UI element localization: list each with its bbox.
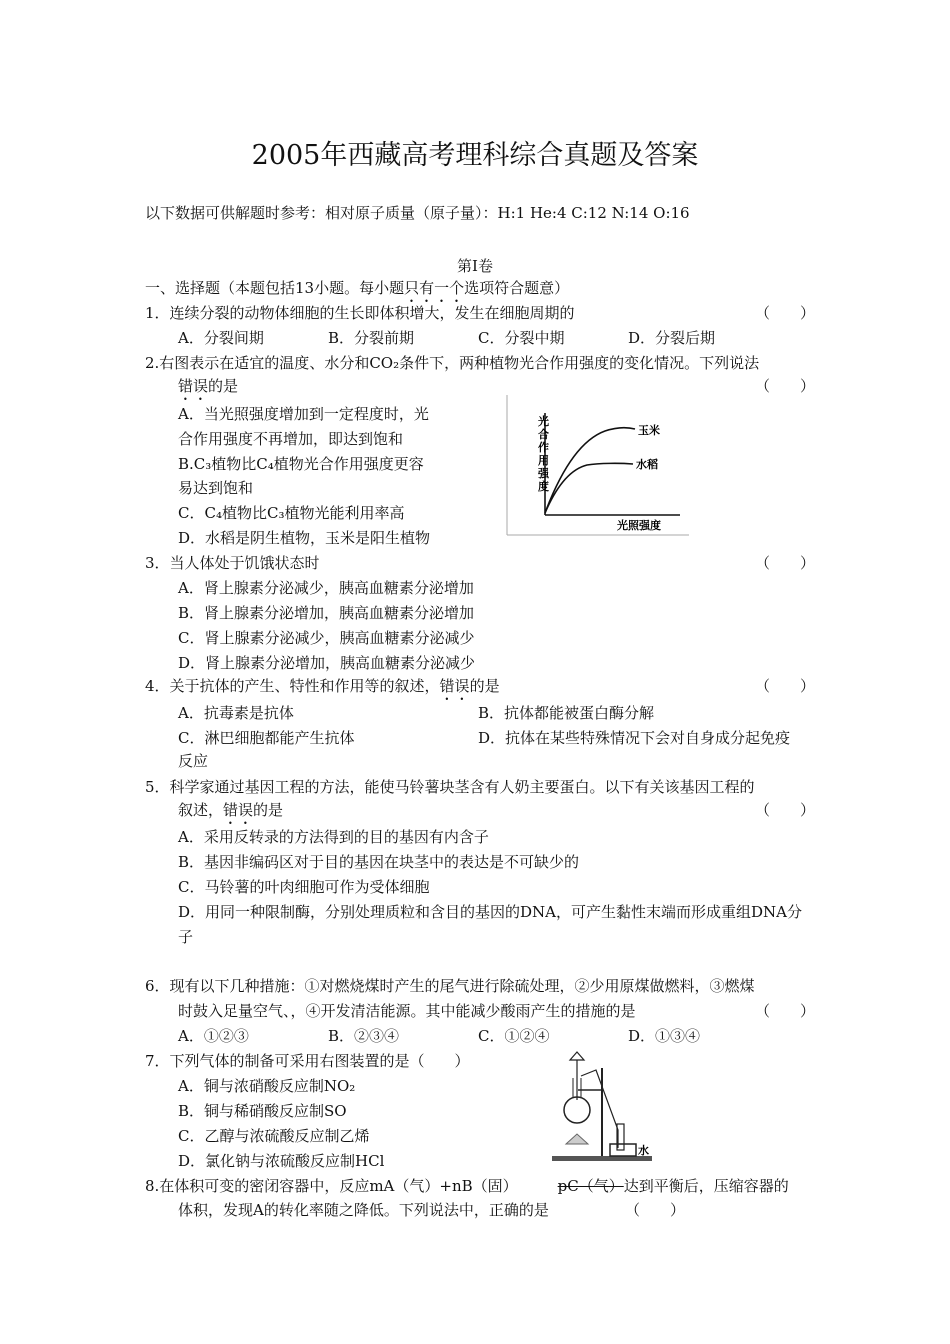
q1-option-b: B．分裂前期	[328, 329, 415, 347]
q4-answer-paren: （ ）	[755, 677, 816, 695]
q6-stem-line1: 6．现有以下几种措施：①对燃烧煤时产生的尾气进行除硫处理，②少用原煤做燃料，③燃煤	[145, 977, 755, 995]
q5-option-b: B．基因非编码区对于目的基因在块茎中的表达是不可缺少的	[178, 853, 580, 871]
q5-stem-line2: 叙述，错误的是	[178, 801, 284, 819]
q8-stem-line1: 8.在体积可变的密闭容器中，反应mA（气）+nB（固） pC（气）达到平衡后，压缩容器的	[145, 1177, 789, 1195]
q7-stem: 7．下列气体的制备可采用右图装置的是（ ）	[145, 1052, 470, 1070]
q3-option-c: C．肾上腺素分泌减少，胰高血糖素分泌减少	[178, 629, 475, 647]
q6-option-c: C．①②④	[478, 1027, 550, 1045]
y-axis-label: 光合作用强度	[538, 415, 549, 493]
section-heading: 一、选择题（本题包括13小题。每小题只有一个选项符合题意）	[145, 279, 570, 297]
q7-apparatus-diagram	[540, 1048, 665, 1166]
q2-option-b-line1: B.C₃植物比C₄植物光合作用强度更容	[178, 455, 424, 473]
q4-option-a: A．抗毒素是抗体	[178, 704, 294, 722]
q1-option-c: C．分裂中期	[478, 329, 565, 347]
reference-note: 以下数据可供解题时参考：相对原子质量（原子量）：H:1 He:4 C:12 N:14 O:16	[145, 204, 690, 222]
q1-option-d: D．分裂后期	[628, 329, 716, 347]
q5-option-a: A．采用反转录的方法得到的目的基因有内含子	[178, 828, 489, 846]
q2-stem-line2: 错误的是	[178, 377, 239, 395]
q8-stem-line2: 体积，发现A的转化率随之降低。下列说法中，正确的是	[178, 1201, 549, 1219]
x-axis-label: 光照强度	[617, 519, 661, 532]
q2-stem-line1: 2.右图表示在适宜的温度、水分和CO₂条件下，两种植物光合作用强度的变化情况。下列说法	[145, 354, 760, 372]
q4-option-d-line2: 反应	[178, 752, 209, 770]
q5-stem-line1: 5．科学家通过基因工程的方法，能使马铃薯块茎含有人奶主要蛋白。以下有关该基因工程的	[145, 778, 755, 796]
q3-option-a: A．肾上腺素分泌减少，胰高血糖素分泌增加	[178, 579, 474, 597]
q4-option-d-line1: D．抗体在某些特殊情况下会对自身成分起免疫	[478, 729, 791, 747]
delivery-tube	[581, 1070, 618, 1148]
q2-photosynthesis-graph	[505, 395, 691, 537]
q4-option-c: C．淋巴细胞都能产生抗体	[178, 729, 355, 747]
q5-option-c: C．马铃薯的叶肉细胞可作为受体细胞	[178, 878, 430, 896]
q1-stem: 1．连续分裂的动物体细胞的生长即体积增大，发生在细胞周期的	[145, 304, 575, 322]
funnel-icon	[570, 1052, 584, 1060]
q5-answer-paren: （ ）	[755, 801, 816, 819]
q7-option-d: D．氯化钠与浓硫酸反应制HCl	[178, 1152, 385, 1170]
q1-option-a: A．分裂间期	[178, 329, 264, 347]
q2-answer-paren: （ ）	[755, 377, 816, 395]
q2-option-a-line2: 合作用强度不再增加，即达到饱和	[178, 430, 404, 448]
q6-option-d: D．①③④	[628, 1027, 701, 1045]
q5-option-d-line1: D．用同一种限制酶，分别处理质粒和含目的基因的DNA，可产生黏性末端而形成重组DNA分	[178, 903, 802, 921]
q6-stem-line2: 时鼓入足量空气、，④开发清洁能源。其中能减少酸雨产生的措施的是	[178, 1002, 636, 1020]
q3-option-b: B．肾上腺素分泌增加，胰高血糖素分泌增加	[178, 604, 475, 622]
curve-label-corn: 玉米	[638, 424, 660, 437]
water-label: 水	[638, 1144, 649, 1157]
q8-answer-paren: （ ）	[625, 1201, 686, 1219]
burner-icon	[566, 1134, 588, 1144]
q6-option-a: A．①②③	[178, 1027, 249, 1045]
q2-option-d: D．水稻是阴生植物，玉米是阳生植物	[178, 529, 431, 547]
volume-label: 第Ⅰ卷	[457, 257, 493, 275]
q2-option-b-line2: 易达到饱和	[178, 479, 254, 497]
page-title: 2005年西藏高考理科综合真题及答案	[251, 140, 699, 171]
q3-answer-paren: （ ）	[755, 554, 816, 572]
q4-stem: 4．关于抗体的产生、特性和作用等的叙述，错误的是	[145, 677, 500, 695]
q4-option-b: B．抗体都能被蛋白酶分解	[478, 704, 655, 722]
corn-curve	[545, 428, 635, 513]
curve-label-rice: 水稻	[636, 458, 658, 471]
q5-option-d-line2: 子	[178, 928, 194, 946]
stand-base	[552, 1156, 652, 1161]
q1-answer-paren: （ ）	[755, 304, 816, 322]
q3-stem: 3．当人体处于饥饿状态时	[145, 554, 320, 572]
q6-answer-paren: （ ）	[755, 1002, 816, 1020]
q6-option-b: B．②③④	[328, 1027, 400, 1045]
rice-curve	[545, 463, 633, 513]
q7-option-b: B．铜与稀硝酸反应制SO	[178, 1102, 347, 1120]
q2-option-c: C．C₄植物比C₃植物光能利用率高	[178, 504, 405, 522]
q7-option-c: C．乙醇与浓硫酸反应制乙烯	[178, 1127, 370, 1145]
flask-icon	[564, 1097, 590, 1123]
q2-option-a-line1: A．当光照强度增加到一定程度时，光	[178, 405, 429, 423]
q3-option-d: D．肾上腺素分泌增加，胰高血糖素分泌减少	[178, 654, 476, 672]
q7-option-a: A．铜与浓硝酸反应制NO₂	[178, 1077, 356, 1095]
